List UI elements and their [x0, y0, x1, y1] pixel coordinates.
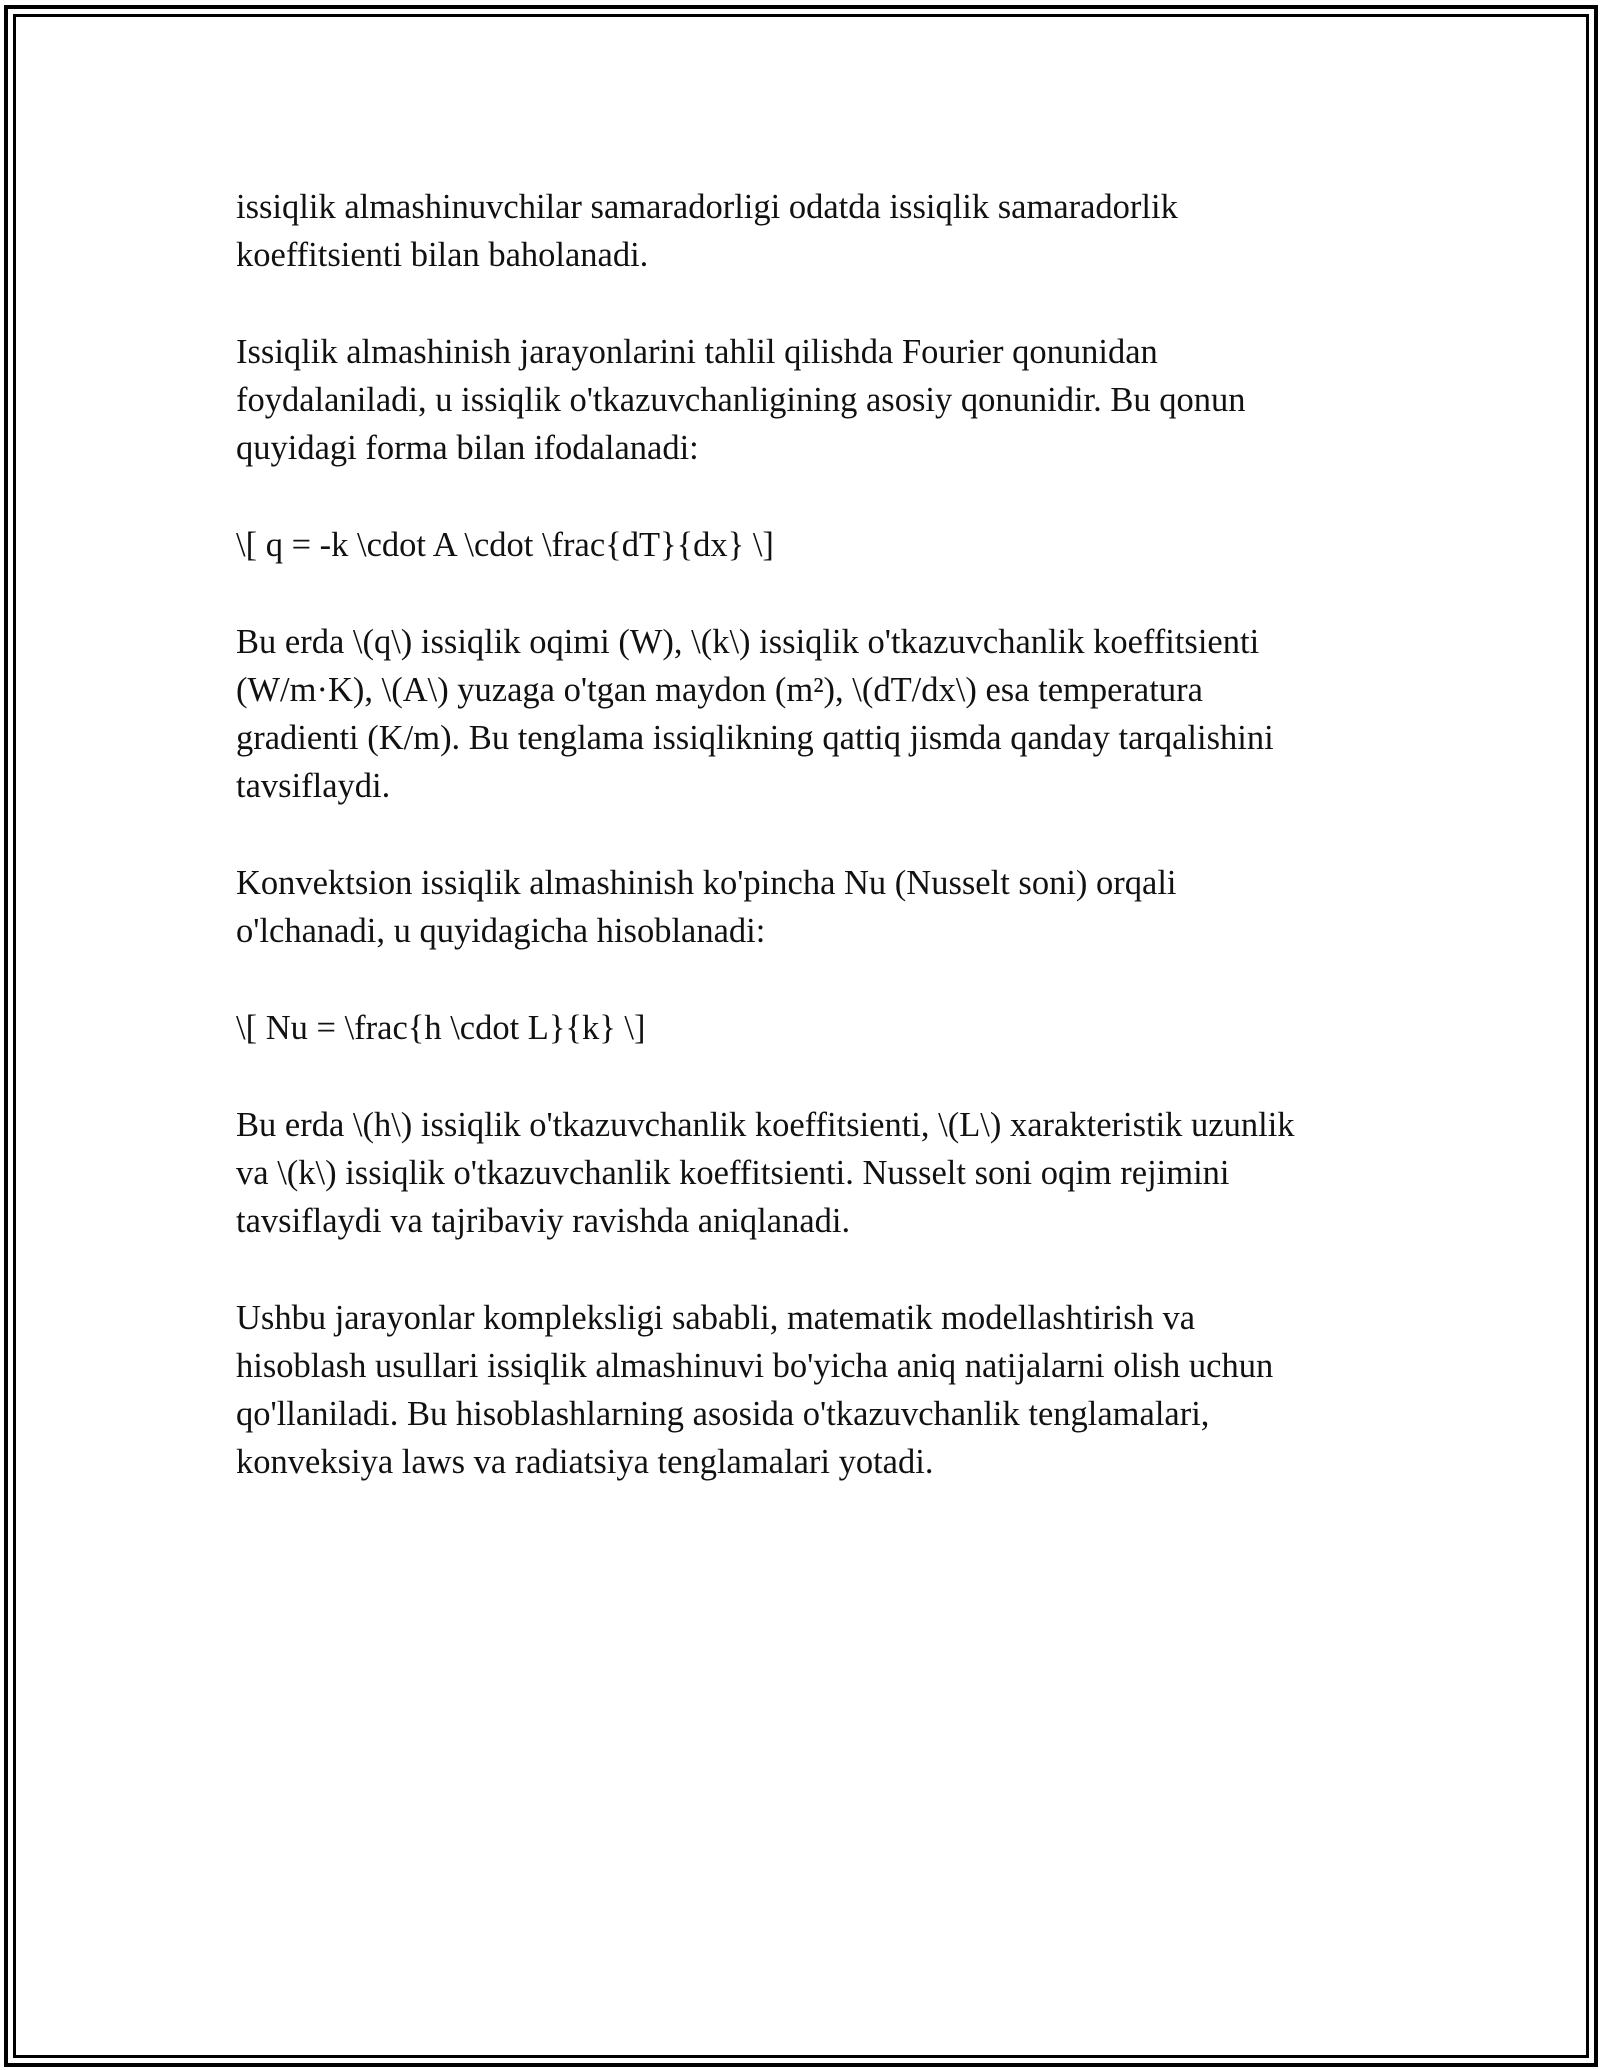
paragraph-convection-nusselt: Konvektsion issiqlik almashinish ko'pincha Nu (Nusselt soni) orqali o'lchanadi, u quyidagicha hisoblanadi: — [236, 864, 1177, 951]
paragraph-modeling-methods: Ushbu jarayonlar kompleksligi sababli, matematik modellashtirish va hisoblash usullari issiqlik almashinuvi bo'yicha aniq natijalarni olish uchun qo'llaniladi. Bu hisoblashlarning asosida o'tkazuvchanlik tenglamalari, konveksiya laws va radiatsiya tenglamalari yotadi. — [236, 1298, 1274, 1482]
paragraph-fourier-law: Issiqlik almashinish jarayonlarini tahlil qilishda Fourier qonunidan foydalaniladi, u issiqlik o'tkazuvchanligining asosiy qonunidir. Bu qonun quyidagi forma bilan ifodalanadi: — [236, 332, 1246, 468]
equation-fourier: \[ q = -k \cdot A \cdot \frac{dT}{dx} \] — [236, 526, 774, 565]
paragraph-nusselt-variables: Bu erda \(h\) issiqlik o'tkazuvchanlik koeffitsienti, \(L\) xarakteristik uzunlik va \(k\) issiqlik o'tkazuvchanlik koeffitsienti. Nusselt soni oqim rejimini tavsiflaydi va tajribaviy ravishda aniqlanadi. — [236, 1105, 1295, 1241]
paragraph-efficiency-intro: issiqlik almashinuvchilar samaradorligi odatda issiqlik samaradorlik koeffitsienti bilan baholanadi. — [236, 188, 1178, 275]
document-body — [236, 183, 1386, 1535]
paragraph-fourier-variables: Bu erda \(q\) issiqlik oqimi (W), \(k\) issiqlik o'tkazuvchanlik koeffitsienti (W/m·K), \(A\) yuzaga o'tgan maydon (m²), \(dT/dx\) esa temperatura gradienti (K/m). Bu tenglama issiqlikning qattiq jismda qanday tarqalishini tavsiflaydi. — [236, 622, 1274, 806]
equation-nusselt: \[ Nu = \frac{h \cdot L}{k} \] — [236, 1008, 646, 1047]
